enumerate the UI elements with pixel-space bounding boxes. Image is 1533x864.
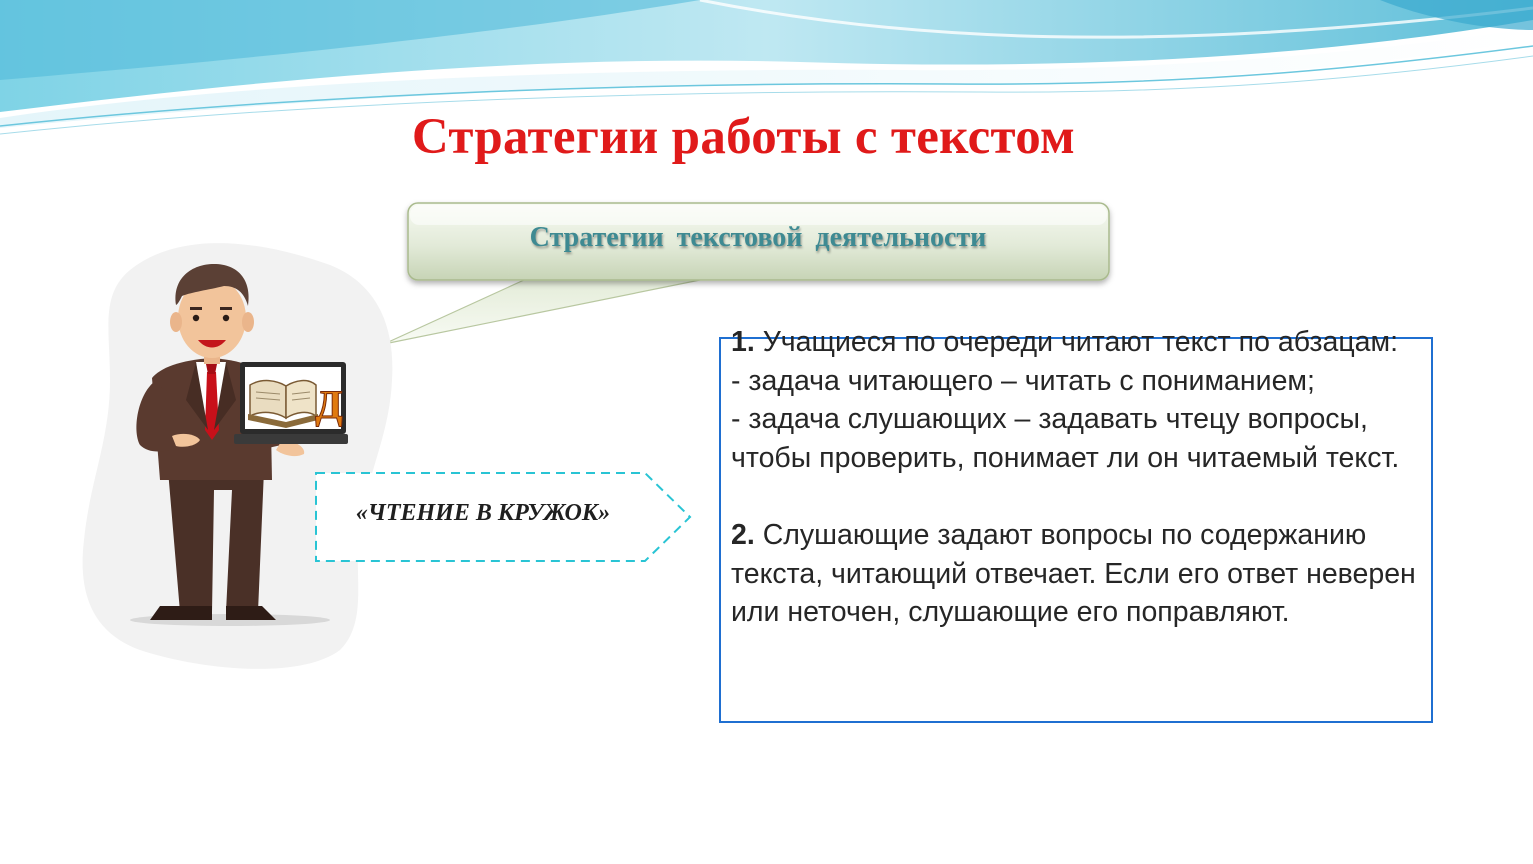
callout-label: Стратегии текстовой деятельности [529, 222, 987, 253]
item-1 [731, 323, 1431, 362]
slide-title-text: Стратегии работы с текстом [411, 109, 1076, 165]
item-2-text: Слушающие задают вопросы по содержанию текста, читающий отвечает. Если его ответ неверен или неточен, слушающие его поправляют. [731, 518, 1416, 629]
description-text [731, 323, 1431, 632]
item-1-text: Учащиеся по очереди читают текст по абзацам: [754, 326, 1399, 358]
item-2 [731, 516, 1431, 632]
method-label: «ЧТЕНИЕ В КРУЖОК» [355, 500, 611, 526]
item-1-line-2: - задача читающего – читать с пониманием; [731, 364, 1315, 397]
item-2-number: 2. [731, 518, 755, 551]
item-1-number: 1. [731, 326, 755, 358]
paragraph-gap [731, 477, 1431, 516]
item-1-line-3: - задача слушающих – задавать чтецу вопросы, чтобы проверить, понимает ли он читаемый текст. [731, 403, 1400, 474]
screen-letter: Д [315, 382, 343, 427]
